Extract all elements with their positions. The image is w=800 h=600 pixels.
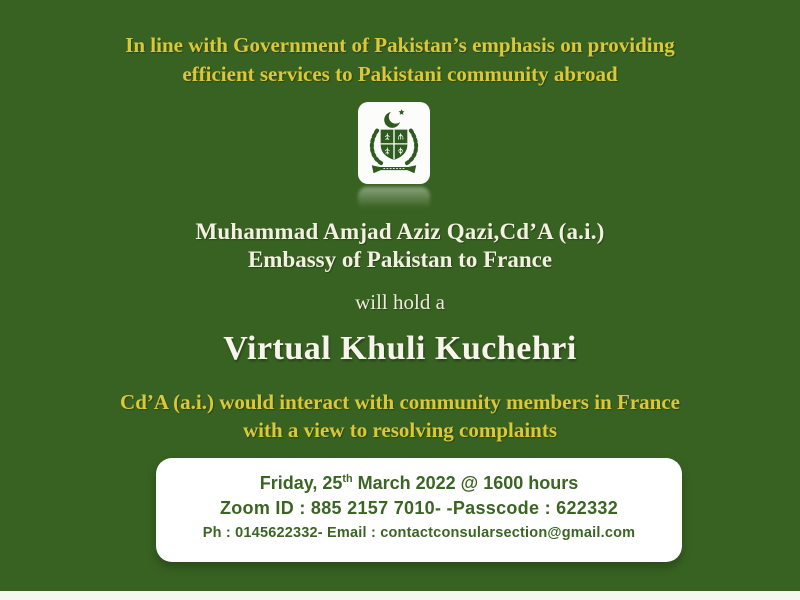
contact-info: Ph : 0145622332- Email : contactconsularsection@gmail.com (202, 525, 636, 541)
emblem-reflection (358, 187, 430, 211)
zoom-credentials: Zoom ID : 885 2157 7010- -Passcode : 622332 (219, 498, 619, 518)
event-date-ordinal: th (342, 473, 353, 485)
header-line1: In line with Government of Pakistan’s emphasis on providing (125, 33, 675, 57)
event-date (156, 473, 682, 494)
embassy-name: Embassy of Pakistan to France (247, 247, 553, 272)
event-description (0, 388, 800, 444)
event-date-prefix: Friday, 25 (259, 473, 343, 493)
officer-name: Muhammad Amjad Aziz Qazi,Cd’A (a.i.) (195, 219, 605, 244)
pakistan-emblem-icon (362, 105, 426, 181)
header-text (0, 31, 800, 89)
bottom-strip (0, 591, 800, 600)
event-date-suffix: March 2022 @ 1600 hours (352, 473, 579, 493)
event-details-box (156, 458, 682, 562)
header-line2: efficient services to Pakistani community abroad (182, 62, 618, 86)
description-line2: with a view to resolving complaints (242, 418, 558, 442)
pakistan-emblem-tile (358, 102, 430, 184)
connector-text: will hold a (355, 290, 445, 314)
description-line1: Cd’A (a.i.) would interact with community members in France (120, 390, 680, 414)
event-title: Virtual Khuli Kuchehri (223, 330, 577, 367)
